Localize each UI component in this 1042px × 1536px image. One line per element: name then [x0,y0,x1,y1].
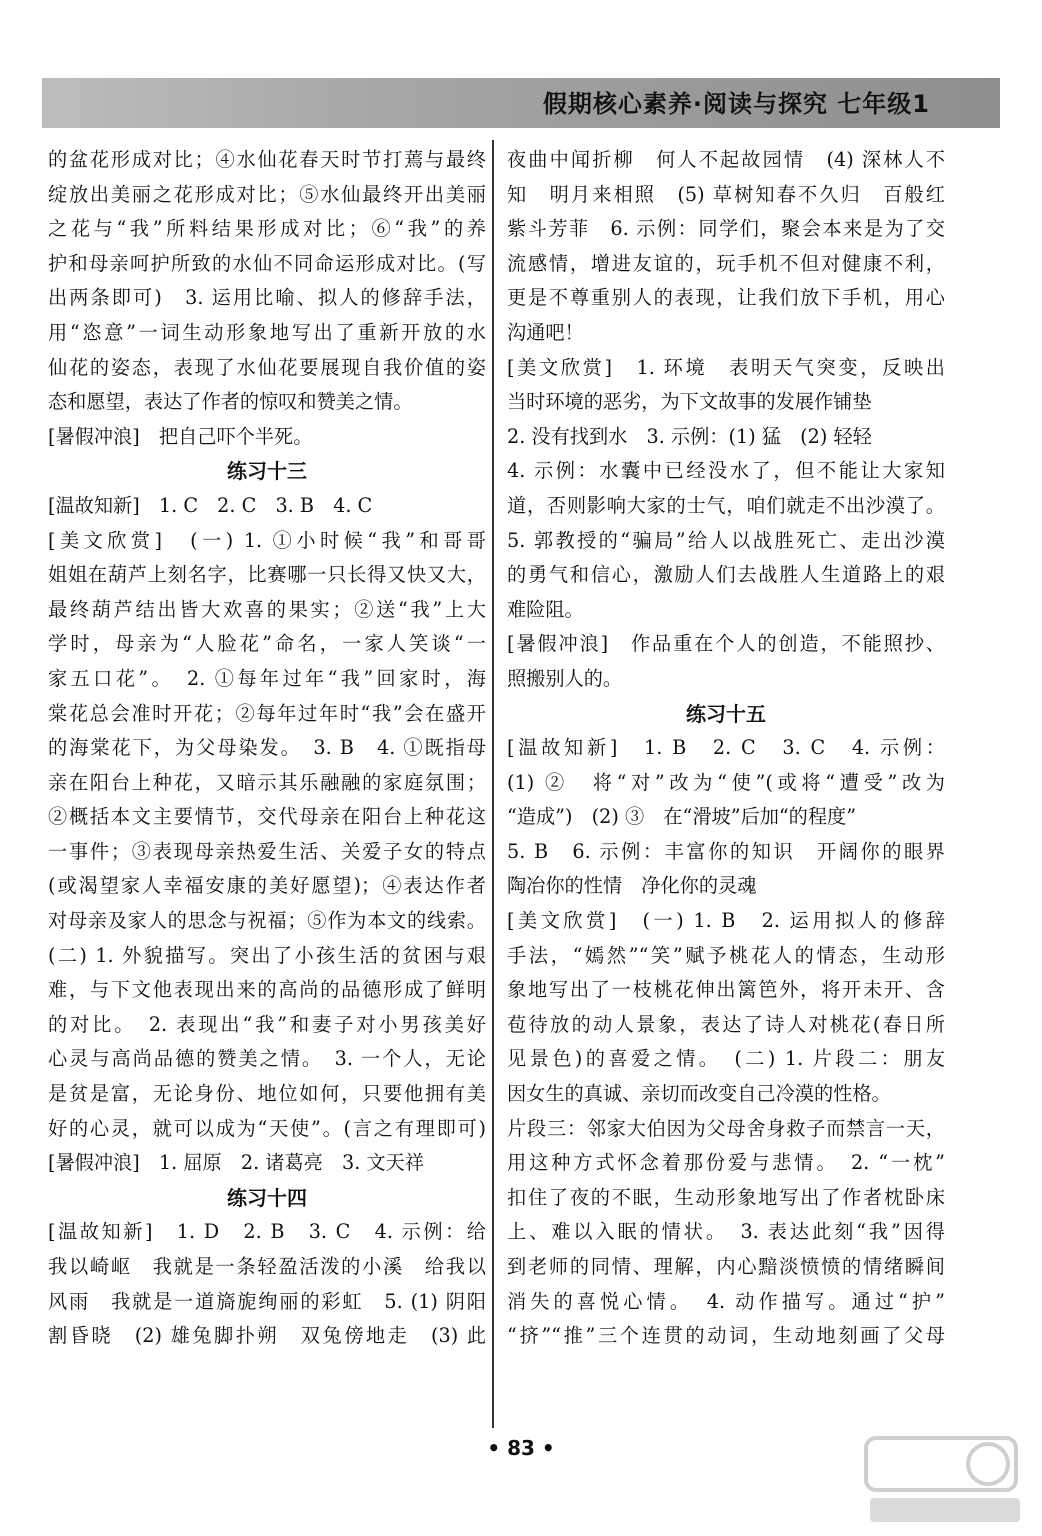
watermark-logo [860,1432,1030,1528]
text-line: 道，否则影响大家的士气，咱们就走不出沙漠了。 [507,493,945,517]
text-line: 夜曲中闻折柳 何人不起故园情 (4) 深林人不 [507,148,945,171]
section-heading: 练习十四 [227,1185,307,1210]
text-line: 片段三：邻家大伯因为父母舍身救子而禁言一天， [507,1116,945,1140]
text-line: [美文欣赏] (一) 1. B 2. 运用拟人的修辞 [507,909,945,933]
text-line: 见景色)的喜爱之情。 (二) 1. 片段二：朋友 [507,1047,945,1071]
text-line: 到老师的同情、理解，内心黯淡愤愤的情绪瞬间 [507,1255,945,1278]
text-line: [美文欣赏] 1. 环境 表明天气突变，反映出 [507,355,945,379]
text-line: 流感情，增进友谊的，玩手机不但对健康不利， [507,251,945,275]
text-line: 出两条即可) 3. 运用比喻、拟人的修辞手法， [48,286,486,310]
text-line: 知 明月来相照 (5) 草树知春不久归 百般红 [507,182,945,206]
text-line: 态和愿望，表达了作者的惊叹和赞美之情。 [48,390,413,414]
column-divider [492,140,494,1428]
text-line: 苞待放的动人景象，表达了诗人对桃花(春日所 [507,1012,945,1036]
section-heading: 练习十三 [227,459,307,484]
text-line: 消失的喜悦心情。 4. 动作描写。通过“护” [507,1289,945,1313]
text-line: 一事件；③表现母亲热爱生活、关爱子女的特点 [48,839,486,863]
text-line: 4. 示例：水囊中已经没水了，但不能让大家知 [507,459,945,483]
text-line: [暑假冲浪] 作品重在个人的创造，不能照抄、 [507,632,945,656]
text-line: 象地写出了一枝桃花伸出篱笆外，将开未开、含 [507,978,945,1002]
text-line: 扣住了夜的不眠，生动形象地写出了作者枕卧床 [507,1185,945,1209]
text-line: 5. 郭教授的“骗局”给人以战胜死亡、走出沙漠 [507,528,945,552]
text-line: 姐姐在葫芦上刻名字，比赛哪一只长得又快又大， [48,563,486,587]
text-line: (1) ② 将“对”改为“使”(或将“遭受”改为 [507,770,945,794]
text-line: 陶冶你的性情 净化你的灵魂 [507,874,757,898]
text-line: [温故知新] 1. C 2. C 3. B 4. C [48,493,373,517]
text-line: 好的心灵，就可以成为“天使”。(言之有理即可) [48,1116,486,1140]
text-line: 的勇气和信心，激励人们去战胜人生道路上的艰 [507,563,945,587]
text-line: 风雨 我就是一道旖旎绚丽的彩虹 5. (1) 阴阳 [48,1289,486,1313]
text-line: ②概括本文主要情节，交代母亲在阳台上种花这 [48,805,486,829]
text-line: 紫斗芳菲 6. 示例：同学们，聚会本来是为了交 [507,217,945,241]
text-line: 棠花总会准时开花；②每年过年时“我”会在盛开 [48,701,486,725]
text-line: [暑假冲浪] 把自己吓个半死。 [48,424,313,448]
text-line: 的海棠花下，为父母染发。 3. B 4. ①既指母 [48,736,486,760]
text-line: 绽放出美丽之花形成对比；⑤水仙最终开出美丽 [48,182,486,206]
text-line: [美文欣赏] (一) 1. ①小时候“我”和哥哥 [48,528,486,552]
text-line: 之花与“我”所料结果形成对比；⑥“我”的养 [48,217,486,241]
text-line: 难，与下文他表现出来的高尚的品德形成了鲜明 [48,978,486,1002]
text-line: 仙花的姿态，表现了水仙花要展现自我价值的姿 [48,355,486,379]
text-line: 学时，母亲为“人脸花”命名，一家人笑谈“一 [48,632,486,656]
section-heading: 练习十五 [686,701,766,726]
text-line: “造成”) (2) ③ 在“滑坡”后加“的程度” [507,805,857,829]
text-line: 用“恣意”一词生动形象地写出了重新开放的水 [48,320,486,344]
text-line: 2. 没有找到水 3. 示例：(1) 猛 (2) 轻轻 [507,424,872,448]
text-line: 护和母亲呵护所致的水仙不同命运形成对比。(写 [48,251,486,275]
right-column [507,143,945,1354]
text-line: “挤”“推”三个连贯的动词，生动地刻画了父母 [507,1324,945,1348]
text-line: 亲在阳台上种花，又暗示其乐融融的家庭氛围； [48,770,486,794]
left-column [48,143,486,1354]
text-line: 沟通吧！ [507,320,584,344]
text-line: 割昏晓 (2) 雄兔脚扑朔 双兔傍地走 (3) 此 [48,1324,486,1348]
header-bar [42,78,1000,128]
text-line: 心灵与高尚品德的赞美之情。 3. 一个人，无论 [48,1047,486,1071]
text-line: [温故知新] 1. B 2. C 3. C 4. 示例： [507,736,945,760]
text-line: 难险阻。 [507,597,584,621]
header-title: 假期核心素养·阅读与探究 七年级1 [542,90,930,118]
text-line: 5. B 6. 示例：丰富你的知识 开阔你的眼界 [507,839,945,863]
text-line: 用这种方式怀念着那份爱与悲情。 2. “一枕” [507,1151,945,1175]
text-line: 的盆花形成对比；④水仙花春天时节打蔫与最终 [48,148,486,171]
text-line: 当时环境的恶劣，为下文故事的发展作铺垫 [507,390,872,414]
text-line: 上、难以入眠的情状。 3. 表达此刻“我”因得 [507,1220,945,1244]
text-line: 更是不尊重别人的表现，让我们放下手机，用心 [507,286,945,310]
text-line: (二) 1. 外貌描写。突出了小孩生活的贫困与艰 [48,943,486,967]
text-line: 是贫是富，无论身份、地位如何，只要他拥有美 [48,1082,486,1106]
text-line: 对母亲及家人的思念与祝福；⑤作为本文的线索。 [48,909,486,933]
text-line: 家五口花”。 2. ①每年过年“我”回家时，海 [48,666,486,690]
page-number: • 83 • [487,1436,555,1460]
text-line: 照搬别人的。 [507,666,623,690]
text-line: 我以崎岖 我就是一条轻盈活泼的小溪 给我以 [48,1255,486,1278]
text-line: [温故知新] 1. D 2. B 3. C 4. 示例：给 [48,1220,486,1244]
text-line: 最终葫芦结出皆大欢喜的果实；②送“我”上大 [48,597,486,621]
text-line: 手法，“嫣然”“笑”赋予桃花人的情态，生动形 [507,943,945,967]
text-line: 因女生的真诚、亲切而改变自己冷漠的性格。 [507,1082,891,1106]
text-line: (或渴望家人幸福安康的美好愿望)；④表达作者 [48,874,486,898]
text-line: [暑假冲浪] 1. 屈原 2. 诸葛亮 3. 文天祥 [48,1151,425,1175]
text-line: 的对比。 2. 表现出“我”和妻子对小男孩美好 [48,1012,486,1036]
